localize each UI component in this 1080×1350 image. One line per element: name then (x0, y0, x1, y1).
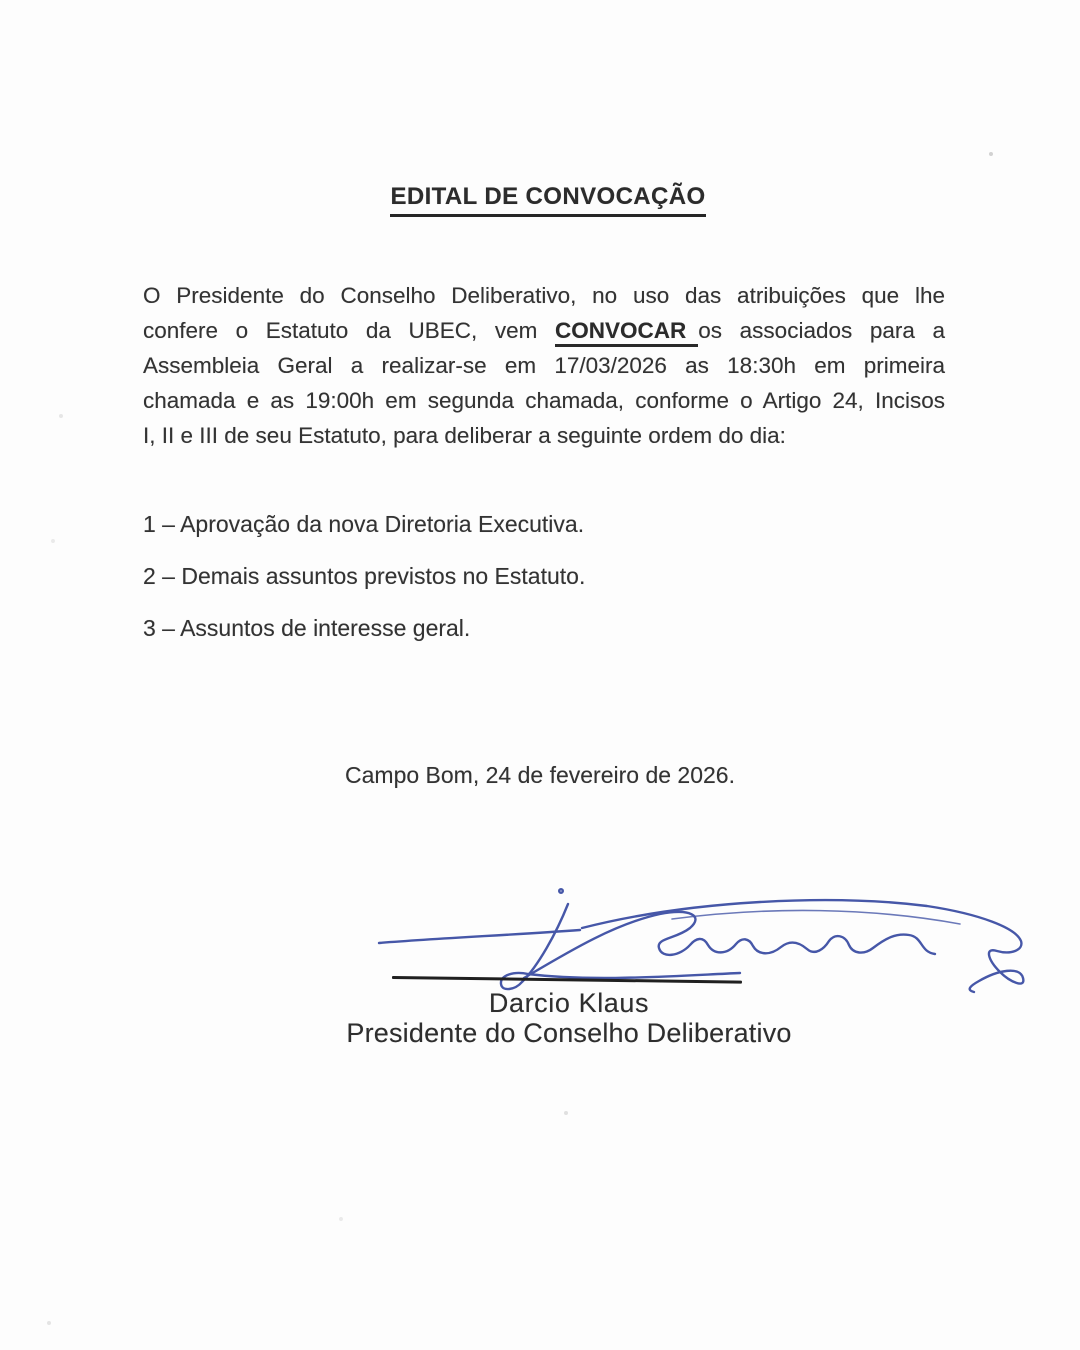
paragraph-line: I, II e III de seu Estatuto, para deliberar a seguinte ordem do dia: (143, 423, 786, 448)
agenda-list (143, 506, 843, 662)
signature-stroke (672, 910, 960, 924)
agenda-item: 1 – Aprovação da nova Diretoria Executiva. (143, 511, 585, 537)
body-paragraph (143, 278, 945, 453)
agenda-item: 3 – Assuntos de interesse geral. (143, 615, 471, 641)
signature-stroke (501, 904, 740, 989)
document-title: EDITAL DE CONVOCAÇÃO (390, 183, 705, 217)
scan-noise (0, 0, 2, 2)
agenda-item: 2 – Demais assuntos previstos no Estatuto. (143, 563, 586, 589)
signer-role: Presidente do Conselho Deliberativo (346, 1018, 792, 1048)
signature-stroke (524, 912, 935, 978)
paragraph-line: O Presidente do Conselho Deliberativo, no uso das atribuições que lhe (143, 283, 945, 308)
title-row (8, 183, 1080, 217)
signature-pen-dot (559, 889, 563, 893)
paragraph-line: chamada e as 19:00h em segunda chamada, conforme o Artigo 24, Incisos (143, 388, 945, 413)
dateline: Campo Bom, 24 de fevereiro de 2026. (345, 762, 735, 788)
paragraph-line-segment: confere o Estatuto da UBEC, vem (143, 318, 538, 343)
convocar-emphasis: CONVOCAR (555, 318, 698, 347)
signer-name: Darcio Klaus (488, 988, 650, 1018)
paragraph-line (143, 313, 945, 348)
signature-ink-scribble (372, 886, 1032, 1004)
paragraph-line: Assembleia Geral a realizar-se em 17/03/2026 as 18:30h em primeira (143, 353, 945, 378)
paragraph-line-segment: os associados para a (698, 318, 945, 343)
